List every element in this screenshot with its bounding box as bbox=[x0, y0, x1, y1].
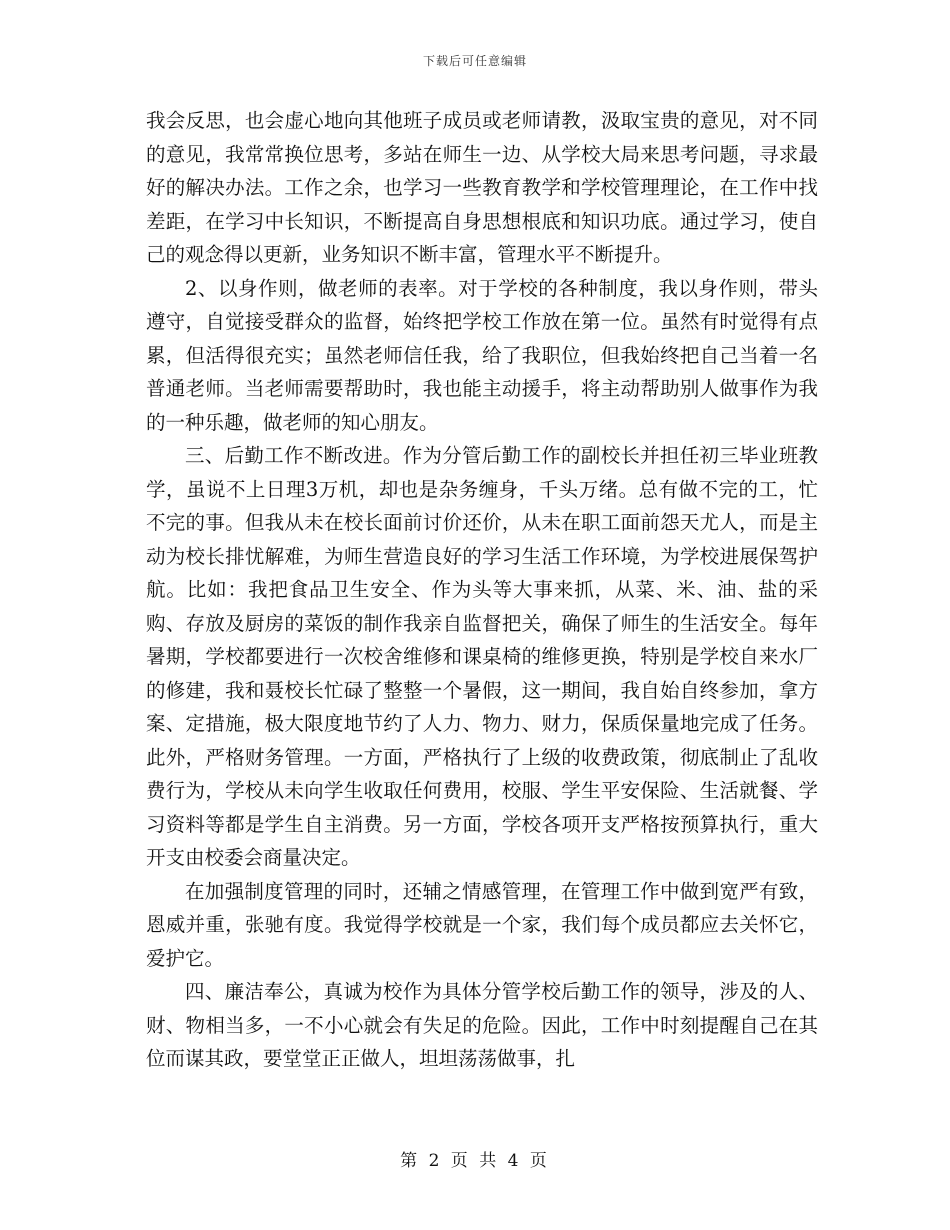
paragraph-3: 三、后勤工作不断改进。作为分管后勤工作的副校长并担任初三毕业班教学，虽说不上日理3万机，却也是杂务缠身，千头万绪。总有做不完的工，忙不完的事。但我从未在校长面前讨价还价，从未在职工面前怨天尤人，而是主动为校长排忧解难，为师生营造良好的学习生活工作环境，为学校进展保驾护航。比如：我把食品卫生安全、作为头等大事来抓，从菜、米、油、盐的采购、存放及厨房的菜饭的制作我亲自监督把关，确保了师生的生活安全。每年暑期，学校都要进行一次校舍维修和课桌椅的维修更换，特别是学校自来水厂的修建，我和聂校长忙碌了整整一个暑假，这一期间，我自始自终参加，拿方案、定措施，极大限度地节约了人力、物力、财力，保质保量地完成了任务。此外，严格财务管理。一方面，严格执行了上级的收费政策，彻底制止了乱收费行为，学校从未向学生收取任何费用，校服、学生平安保险、生活就餐、学习资料等都是学生自主消费。另一方面，学校各项开支严格按预算执行，重大开支由校委会商量决定。 bbox=[146, 444, 818, 869]
paragraph-1: 我会反思，也会虚心地向其他班子成员或老师请教，汲取宝贵的意见，对不同的意见，我常常换位思考，多站在师生一边、从学校大局来思考问题，寻求最好的解决办法。工作之余，也学习一些教育教学和学校管理理论，在工作中找差距，在学习中长知识，不断提高自身思想根底和知识功底。通过学习，使自己的观念得以更新，业务知识不断丰富，管理水平不断提升。 bbox=[146, 109, 818, 266]
paragraph-2: 2、以身作则，做老师的表率。对于学校的各种制度，我以身作则，带头遵守，自觉接受群众的监督，始终把学校工作放在第一位。虽然有时觉得有点累，但活得很充实；虽然老师信任我，给了我职位，但我始终把自己当着一名普通老师。当老师需要帮助时，我也能主动援手，将主动帮助别人做事作为我的一种乐趣，做老师的知心朋友。 bbox=[146, 276, 818, 434]
document-body bbox=[146, 104, 818, 1076]
paragraph-5: 四、廉洁奉公，真诚为校作为具体分管学校后勤工作的领导，涉及的人、财、物相当多，一不小心就会有失足的危险。因此，工作中时刻提醒自己在其位而谋其政，要堂堂正正做人，坦坦荡荡做事，扎 bbox=[146, 980, 818, 1070]
page-number-footer: 第 2 页 共 4 页 bbox=[400, 1151, 550, 1171]
paragraph-4: 在加强制度管理的同时，还辅之情感管理，在管理工作中做到宽严有致，恩威并重，张驰有度。我觉得学校就是一个家，我们每个成员都应去关怀它，爱护它。 bbox=[146, 879, 818, 970]
page-header: 下载后可任意编辑 bbox=[422, 54, 527, 68]
